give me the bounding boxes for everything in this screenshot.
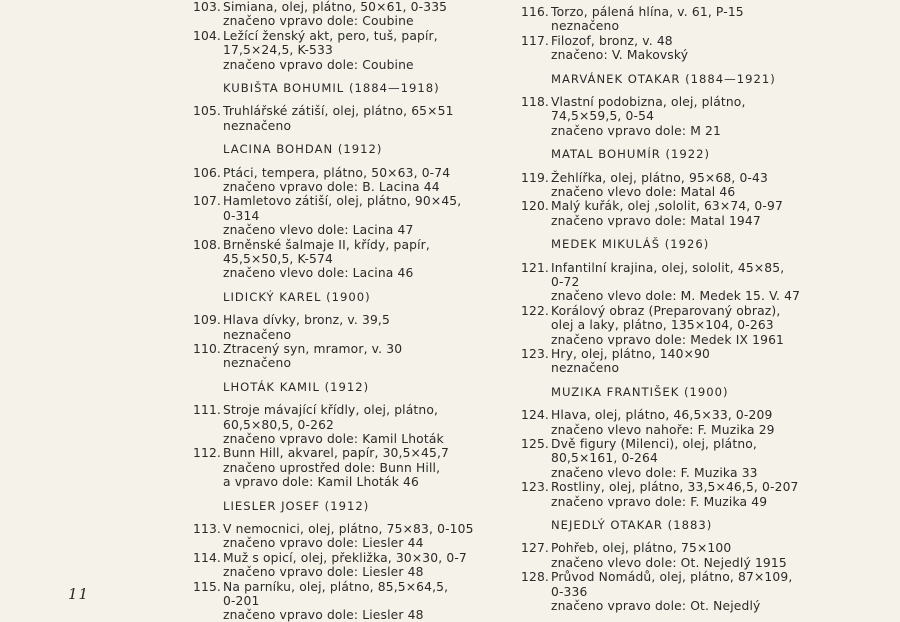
entry-text: 17,5×24,5, K-533 [223,43,333,58]
entry-text: Truhlářské zátiší, olej, plátno, 65×51 [223,104,454,119]
entry-text: Hamletovo zátiší, olej, plátno, 90×45, [223,194,462,209]
entry-number: 116. [521,5,549,19]
entry-text: značeno vpravo dole: Coubine [223,14,414,29]
entry-text: Rostliny, olej, plátno, 33,5×46,5, 0-207 [551,480,799,495]
entry-text: neznačeno [223,118,292,133]
entry-number: 109. [193,313,221,328]
entry-text: značeno uprostřed dole: Bunn Hill, [223,460,441,475]
entry-number: 103. [193,0,221,14]
entry-number: 120. [521,199,549,214]
entry-text: 0-336 [551,584,588,599]
entry-text: neznačeno [223,356,292,371]
entry-text: 0-201 [223,594,260,608]
entry-number: 121. [521,260,549,275]
entry-text: značeno vlevo dole: Matal 46 [551,185,736,199]
entry-text: značeno vlevo dole: F. Muzika 33 [551,465,758,480]
artist-heading: KUBIŠTA BOHUMIL (1884—1918) [223,81,440,95]
entry-text: Bunn Hill, akvarel, papír, 30,5×45,7 [223,446,449,461]
entry-number: 111. [193,403,221,418]
entry-text: 80,5×161, 0-264 [551,451,658,466]
entry-text: 74,5×59,5, 0-54 [551,109,655,124]
entry-text: Průvod Nomádů, olej, plátno, 87×109, [551,570,793,585]
entry-text: značeno vpravo dole: Kamil Lhoták [223,432,444,446]
entry-text: značeno vpravo dole: Coubine [223,57,414,72]
entry-text: olej a laky, plátno, 135×104, 0-263 [551,318,774,333]
entry-text: Pohřeb, olej, plátno, 75×100 [551,541,732,556]
entry-text: Ztracený syn, mramor, v. 30 [223,342,403,356]
entry-number: 122. [521,303,549,318]
entry-text: a vpravo dole: Kamil Lhoták 46 [223,475,419,490]
entry-number: 127. [521,541,549,556]
artist-heading: LACINA BOHDAN (1912) [223,142,383,157]
entry-text: Malý kuřák, olej ,sololit, 63×74, 0-97 [551,199,783,214]
artist-heading: LIDICKÝ KAREL (1900) [223,289,371,304]
entry-text: Dvě figury (Milenci), olej, plátno, [551,437,757,451]
entry-number: 123. [521,480,549,495]
entry-text: neznačeno [551,19,620,34]
entry-number: 128. [521,570,549,585]
entry-text: značeno: V. Makovský [551,48,689,63]
artist-heading: NEJEDLÝ OTAKAR (1883) [551,518,713,532]
entry-text: Ležící ženský akt, pero, tuš, papír, [223,28,438,43]
entry-number: 105. [193,104,221,119]
entry-text: značeno vpravo dole: M 21 [551,123,721,138]
entry-text: Korálový obraz (Preparovaný obraz), [551,303,781,318]
entry-number: 117. [521,33,549,48]
entry-text: značeno vpravo dole: Medek IX 1961 [551,332,785,347]
entry-number: 123. [521,347,549,361]
artist-heading: MARVÁNEK OTAKAR (1884—1921) [551,71,776,86]
entry-text: Filozof, bronz, v. 48 [551,33,673,48]
entry-text: 60,5×80,5, 0-262 [223,417,335,432]
entry-text: značeno vpravo dole: Ot. Nejedlý [551,599,761,613]
entry-text: značeno vpravo dole: Liesler 48 [223,565,424,580]
entry-text: Na parníku, olej, plátno, 85,5×64,5, [223,579,449,594]
entry-number: 112. [193,446,221,461]
entry-number: 113. [193,522,221,536]
entry-text: značeno vpravo dole: Matal 1947 [551,213,761,228]
entry-number: 125. [521,437,549,451]
entry-text: Hry, olej, plátno, 140×90 [551,347,711,361]
entry-text: Vlastní podobizna, olej, plátno, [551,95,746,109]
entry-text: značeno vpravo dole: F. Muzika 49 [551,494,768,509]
entry-number: 115. [193,579,221,594]
entry-number: 106. [193,165,221,180]
entry-text: Hlava dívky, bronz, v. 39,5 [223,313,390,328]
entry-number: 118. [521,95,549,109]
entry-number: 110. [193,342,221,356]
page-number: 11 [68,585,90,603]
entry-text: V nemocnici, olej, plátno, 75×83, 0-105 [223,522,474,536]
entry-text: Simiana, olej, plátno, 50×61, 0-335 [223,0,448,14]
entry-text: Torzo, pálená hlína, v. 61, P-15 [551,5,744,19]
entry-text: Brněnské šalmaje II, křídy, papír, [223,237,430,252]
artist-heading: LIESLER JOSEF (1912) [223,498,370,513]
entry-text: značeno vpravo dole: B. Lacina 44 [223,180,440,194]
entry-number: 119. [521,170,549,185]
entry-text: značeno vlevo dole: Lacina 46 [223,266,414,281]
entry-text: Muž s opicí, olej, překližka, 30×30, 0-7 [223,550,467,565]
artist-heading: MUZIKA FRANTIŠEK (1900) [551,384,729,399]
artist-heading: MATAL BOHUMÍR (1922) [551,147,711,162]
entry-text: Stroje mávající křídly, olej, plátno, [223,403,439,418]
entry-text: 0-72 [551,275,580,289]
artist-heading: LHOTÁK KAMIL (1912) [223,379,370,394]
entry-text: značeno vlevo dole: Lacina 47 [223,223,414,238]
entry-text: Ptáci, tempera, plátno, 50×63, 0-74 [223,165,451,180]
entry-text: Hlava, olej, plátno, 46,5×33, 0-209 [551,408,773,423]
entry-text: značeno vpravo dole: Liesler 48 [223,608,424,622]
entry-text: 0-314 [223,208,260,223]
entry-text: neznačeno [223,327,292,342]
entry-text: Žehlířka, olej, plátno, 95×68, 0-43 [551,170,768,185]
entry-text: značeno vlevo dole: Ot. Nejedlý 1915 [551,555,787,570]
entry-number: 108. [193,237,221,252]
entry-number: 114. [193,550,221,565]
entry-number: 107. [193,194,221,209]
artist-heading: MEDEK MIKULÁŠ (1926) [551,237,710,252]
entry-text: značeno vlevo nahoře: F. Muzika 29 [551,422,775,437]
entry-number: 104. [193,28,221,43]
entry-text: 45,5×50,5, K-574 [223,252,333,266]
entry-text: značeno vlevo dole: M. Medek 15. V. 47 [551,289,801,304]
entry-number: 124. [521,408,549,423]
entry-text: značeno vpravo dole: Liesler 44 [223,536,424,551]
entry-text: Infantilní krajina, olej, sololit, 45×85, [551,260,785,275]
entry-text: neznačeno [551,361,620,376]
